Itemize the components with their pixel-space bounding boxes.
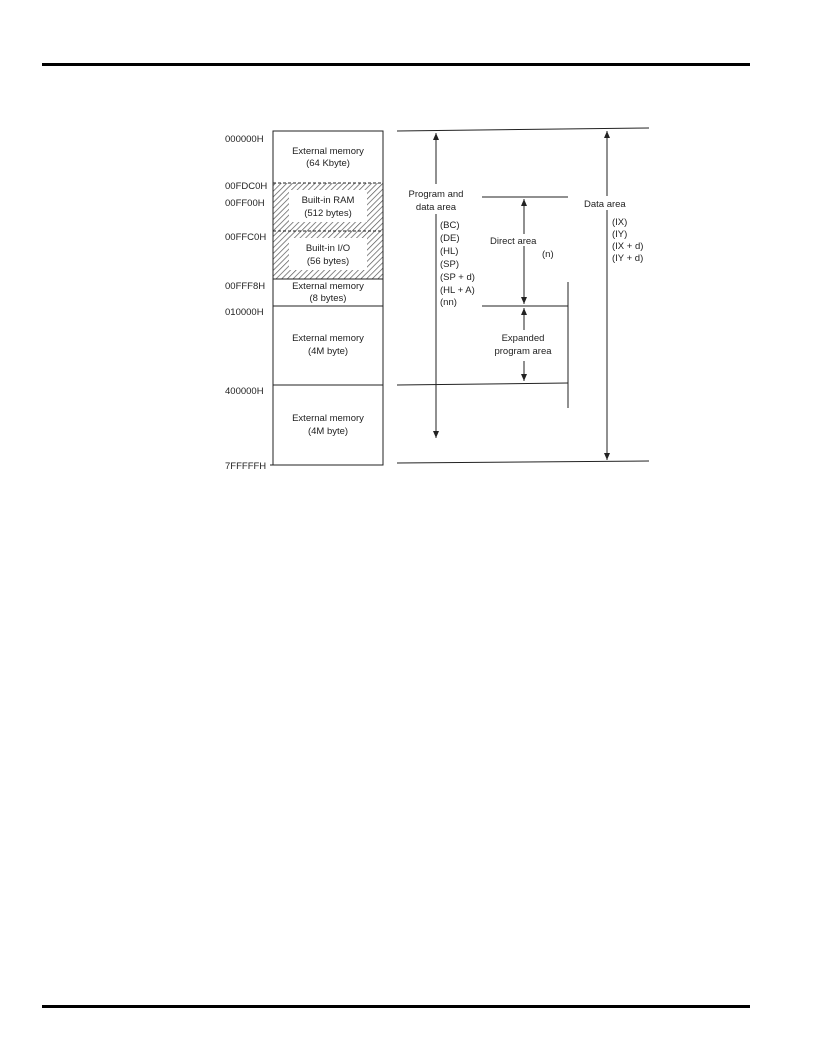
addressing-mode: (SP + d): [440, 272, 475, 283]
block-label: External memory: [292, 333, 364, 344]
block-size: (64 Kbyte): [306, 158, 350, 169]
addressing-mode: (IX): [612, 217, 628, 228]
area-boundaries: [397, 128, 649, 463]
block-size: (512 bytes): [304, 208, 352, 219]
address-label: 00FFF8H: [225, 281, 266, 292]
address-label: 00FFC0H: [225, 232, 267, 243]
block-size: (56 bytes): [306, 256, 350, 267]
expanded-area-label: Expanded: [501, 333, 545, 344]
block-label: Built-in RAM: [301, 195, 355, 206]
block-label: Built-in I/O: [305, 243, 351, 254]
data-area-label: Data area: [584, 199, 626, 210]
expanded-area-label: program area: [494, 346, 552, 357]
address-label: 00FDC0H: [225, 181, 268, 192]
program-area-label: Program and: [408, 189, 464, 200]
address-label: 400000H: [225, 386, 264, 397]
program-data-area: [401, 184, 481, 308]
address-labels: [225, 134, 267, 472]
addressing-mode: (HL): [440, 246, 459, 257]
addressing-mode: (IY + d): [612, 253, 644, 264]
addressing-mode: (HL + A): [440, 285, 475, 296]
expanded-program-area: [494, 333, 552, 357]
block-size: (8 bytes): [309, 293, 347, 304]
addressing-mode: (SP): [440, 259, 459, 270]
addressing-mode: (n): [542, 249, 554, 260]
block-label: External memory: [292, 413, 364, 424]
data-area: [583, 196, 649, 265]
block-size: (4M byte): [307, 426, 349, 437]
direct-area-label: Direct area: [490, 236, 537, 247]
addressing-mode: (IY): [612, 229, 628, 240]
address-label: 7FFFFFH: [225, 461, 267, 472]
block-label: External memory: [292, 281, 364, 292]
addressing-mode: (IX + d): [612, 241, 644, 252]
address-label: 000000H: [225, 134, 264, 145]
addressing-mode: (BC): [440, 220, 460, 231]
program-area-label: data area: [415, 202, 457, 213]
direct-area: [489, 234, 554, 260]
addressing-mode: (DE): [440, 233, 460, 244]
address-label: 010000H: [225, 307, 264, 318]
address-label: 00FF00H: [225, 198, 265, 209]
addressing-mode: (nn): [440, 297, 457, 308]
block-size: (4M byte): [307, 346, 349, 357]
block-label: External memory: [292, 146, 364, 157]
